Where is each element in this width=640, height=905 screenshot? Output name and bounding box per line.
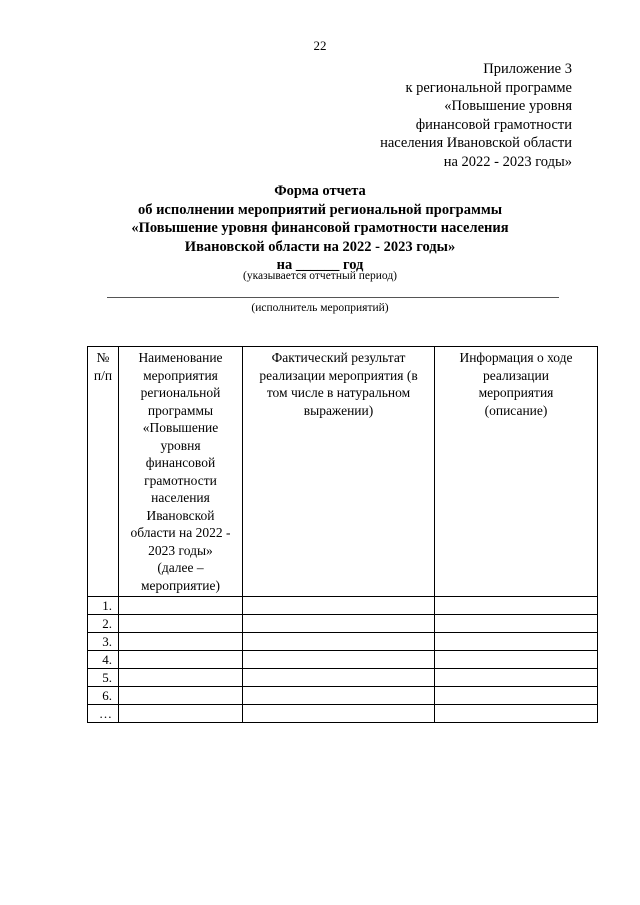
header-line: п/п: [93, 367, 113, 383]
appendix-line: финансовой грамотности: [415, 116, 572, 133]
info-cell[interactable]: [435, 633, 598, 651]
appendix-line: на 2022 - 2023 годы»: [443, 153, 572, 170]
activity-cell[interactable]: [119, 705, 243, 723]
info-cell[interactable]: [435, 705, 598, 723]
header-line: Фактический результат: [271, 350, 406, 365]
activity-cell[interactable]: [119, 633, 243, 651]
header-line: Информация о ходе: [459, 350, 573, 365]
header-line: финансовой: [145, 455, 216, 470]
result-cell[interactable]: [243, 687, 435, 705]
table-row: [88, 651, 598, 669]
header-line: мероприятие): [140, 577, 221, 593]
table-row: [88, 615, 598, 633]
appendix-line: населения Ивановской области: [380, 135, 572, 151]
row-number: 5.: [88, 669, 119, 687]
header-line: выражении): [303, 402, 374, 418]
title-line: об исполнении мероприятий региональной программы: [137, 201, 503, 218]
header-line: уровня: [160, 437, 201, 453]
header-line: том числе в натуральном: [266, 385, 411, 400]
header-progress-info: [435, 347, 598, 597]
row-number: 6.: [88, 687, 119, 705]
appendix-line: к региональной программе: [405, 79, 572, 96]
header-line: реализации: [483, 367, 549, 383]
row-number: …: [88, 705, 119, 723]
info-cell[interactable]: [435, 687, 598, 705]
header-line: населения: [151, 490, 210, 505]
row-number: 1.: [88, 597, 119, 615]
table-row: [88, 597, 598, 615]
form-title: [0, 182, 640, 275]
result-cell[interactable]: [243, 615, 435, 633]
executor-blank-line: [107, 297, 559, 298]
header-line: (далее –: [157, 560, 204, 575]
page-number: 22: [313, 38, 327, 53]
header-line: 2023 годы»: [148, 542, 213, 558]
row-number: 4.: [88, 651, 119, 669]
activity-cell[interactable]: [119, 669, 243, 687]
header-line: программы: [147, 402, 214, 418]
activity-cell[interactable]: [119, 687, 243, 705]
report-table: [87, 346, 598, 723]
header-activity-name: [119, 347, 243, 597]
result-cell[interactable]: [243, 633, 435, 651]
activity-cell[interactable]: [119, 615, 243, 633]
activity-cell[interactable]: [119, 597, 243, 615]
appendix-line: «Повышение уровня: [444, 98, 572, 114]
table-row: [88, 687, 598, 705]
header-line: грамотности: [144, 472, 217, 488]
header-line: (описание): [484, 402, 548, 418]
header-number: [88, 347, 119, 597]
appendix-block: [272, 60, 572, 171]
title-year-line: на ______ год: [276, 257, 364, 273]
info-cell[interactable]: [435, 651, 598, 669]
period-note: (указывается отчетный период): [243, 270, 397, 282]
result-cell[interactable]: [243, 597, 435, 615]
header-line: Наименование: [138, 350, 223, 365]
activity-cell[interactable]: [119, 651, 243, 669]
table-row: [88, 633, 598, 651]
header-line: «Повышение: [142, 420, 219, 435]
table-header-row: [88, 347, 598, 597]
executor-note: (исполнитель мероприятий): [251, 302, 389, 314]
header-line: области на 2022 -: [130, 525, 231, 540]
title-line: Форма отчета: [274, 183, 366, 199]
header-line: мероприятия: [143, 367, 218, 383]
title-line: «Повышение уровня финансовой грамотности населения: [131, 220, 509, 236]
header-line: региональной: [140, 385, 221, 400]
row-number: 3.: [88, 633, 119, 651]
result-cell[interactable]: [243, 669, 435, 687]
title-line: Ивановской области на 2022 - 2023 годы»: [184, 238, 456, 255]
table-row: [88, 669, 598, 687]
header-line: мероприятия: [478, 385, 554, 400]
table-row: [88, 705, 598, 723]
header-actual-result: [243, 347, 435, 597]
result-cell[interactable]: [243, 651, 435, 669]
header-line: №: [96, 350, 110, 365]
result-cell[interactable]: [243, 705, 435, 723]
row-number: 2.: [88, 615, 119, 633]
header-line: Ивановской: [146, 507, 215, 523]
info-cell[interactable]: [435, 597, 598, 615]
info-cell[interactable]: [435, 669, 598, 687]
appendix-line: Приложение 3: [483, 61, 572, 77]
header-line: реализации мероприятия (в: [259, 367, 418, 383]
info-cell[interactable]: [435, 615, 598, 633]
